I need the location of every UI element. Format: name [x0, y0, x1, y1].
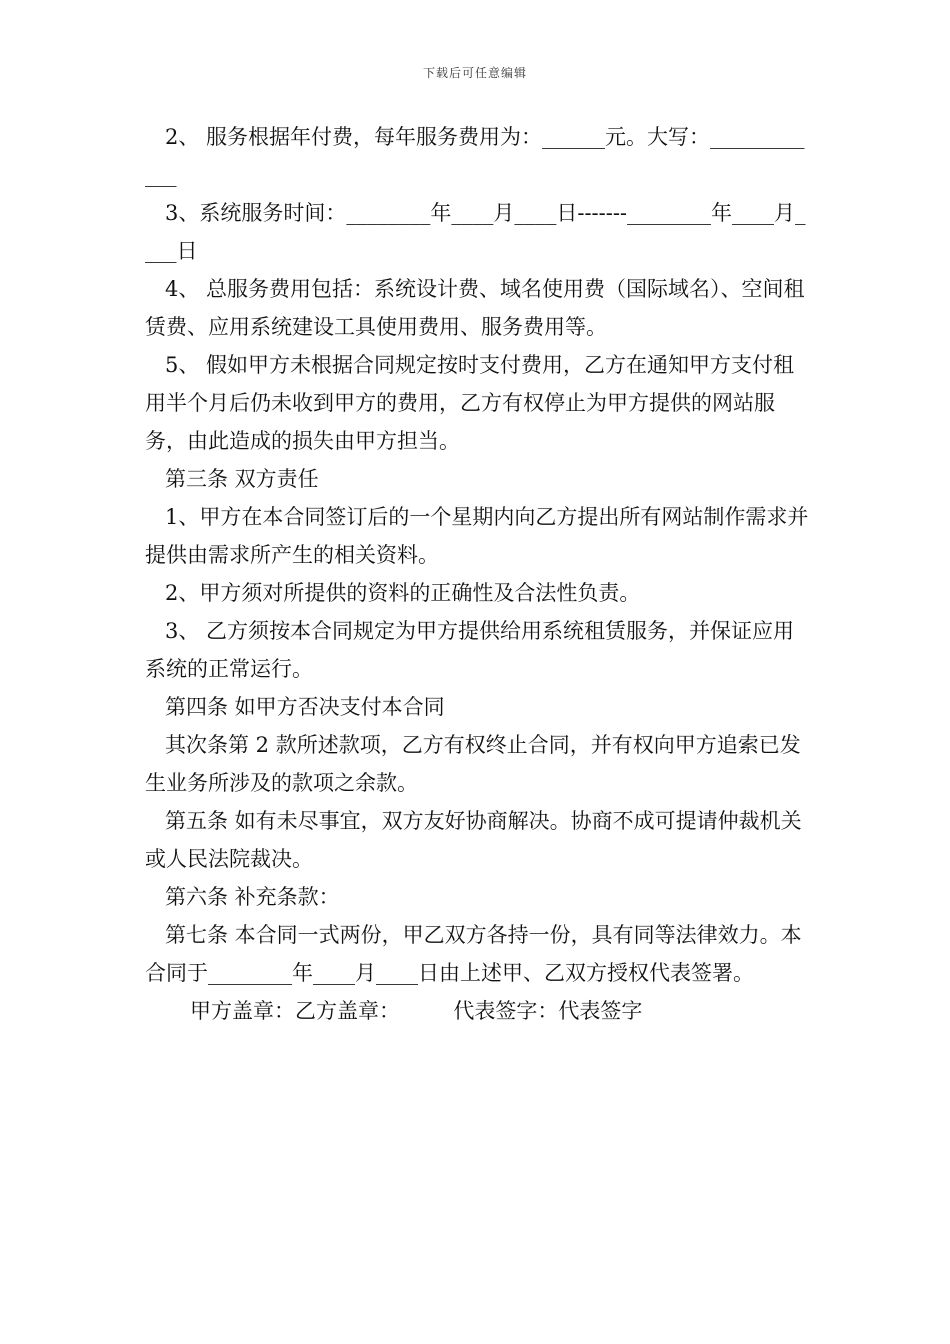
article-3-item-1: 1、甲方在本合同签订后的一个星期内向乙方提出所有网站制作需求并提供由需求所产生的相关资料。: [145, 505, 809, 567]
contract-body: [145, 118, 810, 1030]
clause-5-late-payment: 5、 假如甲方未根据合同规定按时支付费用，乙方在通知甲方支付租用半个月后仍未收到甲方的费用，乙方有权停止为甲方提供的网站服务，由此造成的损失由甲方担当。: [145, 353, 795, 453]
article-4-body: 其次条第 2 款所述款项，乙方有权终止合同，并有权向甲方追索已发生业务所涉及的款项之余款。: [145, 733, 801, 795]
article-6: 第六条 补充条款：: [165, 885, 340, 909]
article-5: 第五条 如有未尽事宜，双方友好协商解决。协商不成可提请仲裁机关或人民法院裁决。: [145, 809, 802, 871]
article-3-heading: 第三条 双方责任: [165, 467, 319, 491]
clause-4-fee-items: 4、 总服务费用包括：系统设计费、域名使用费（国际域名）、空间租赁费、应用系统建设工具使用费用、服务费用等。: [145, 277, 805, 339]
clause-2-annual-fee: 2、 服务根据年付费，每年服务费用为：______元。大写：____________: [145, 125, 805, 187]
article-7: 第七条 本合同一式两份，甲乙双方各持一份，具有同等法律效力。本合同于________年____月____日由上述甲、乙双方授权代表签署。: [145, 923, 802, 985]
signature-line: 甲方盖章：乙方盖章： 代表签字：代表签字: [190, 999, 643, 1023]
page-header: 下载后可任意编辑: [422, 66, 527, 80]
article-4-heading: 第四条 如甲方否决支付本合同: [165, 695, 445, 719]
clause-3-service-period: 3、系统服务时间：________年____月____日-------________年____月____日: [145, 201, 806, 263]
article-3-item-3: 3、 乙方须按本合同规定为甲方提供给用系统租赁服务，并保证应用系统的正常运行。: [145, 619, 795, 681]
article-3-item-2: 2、甲方须对所提供的资料的正确性及合法性负责。: [165, 581, 641, 605]
